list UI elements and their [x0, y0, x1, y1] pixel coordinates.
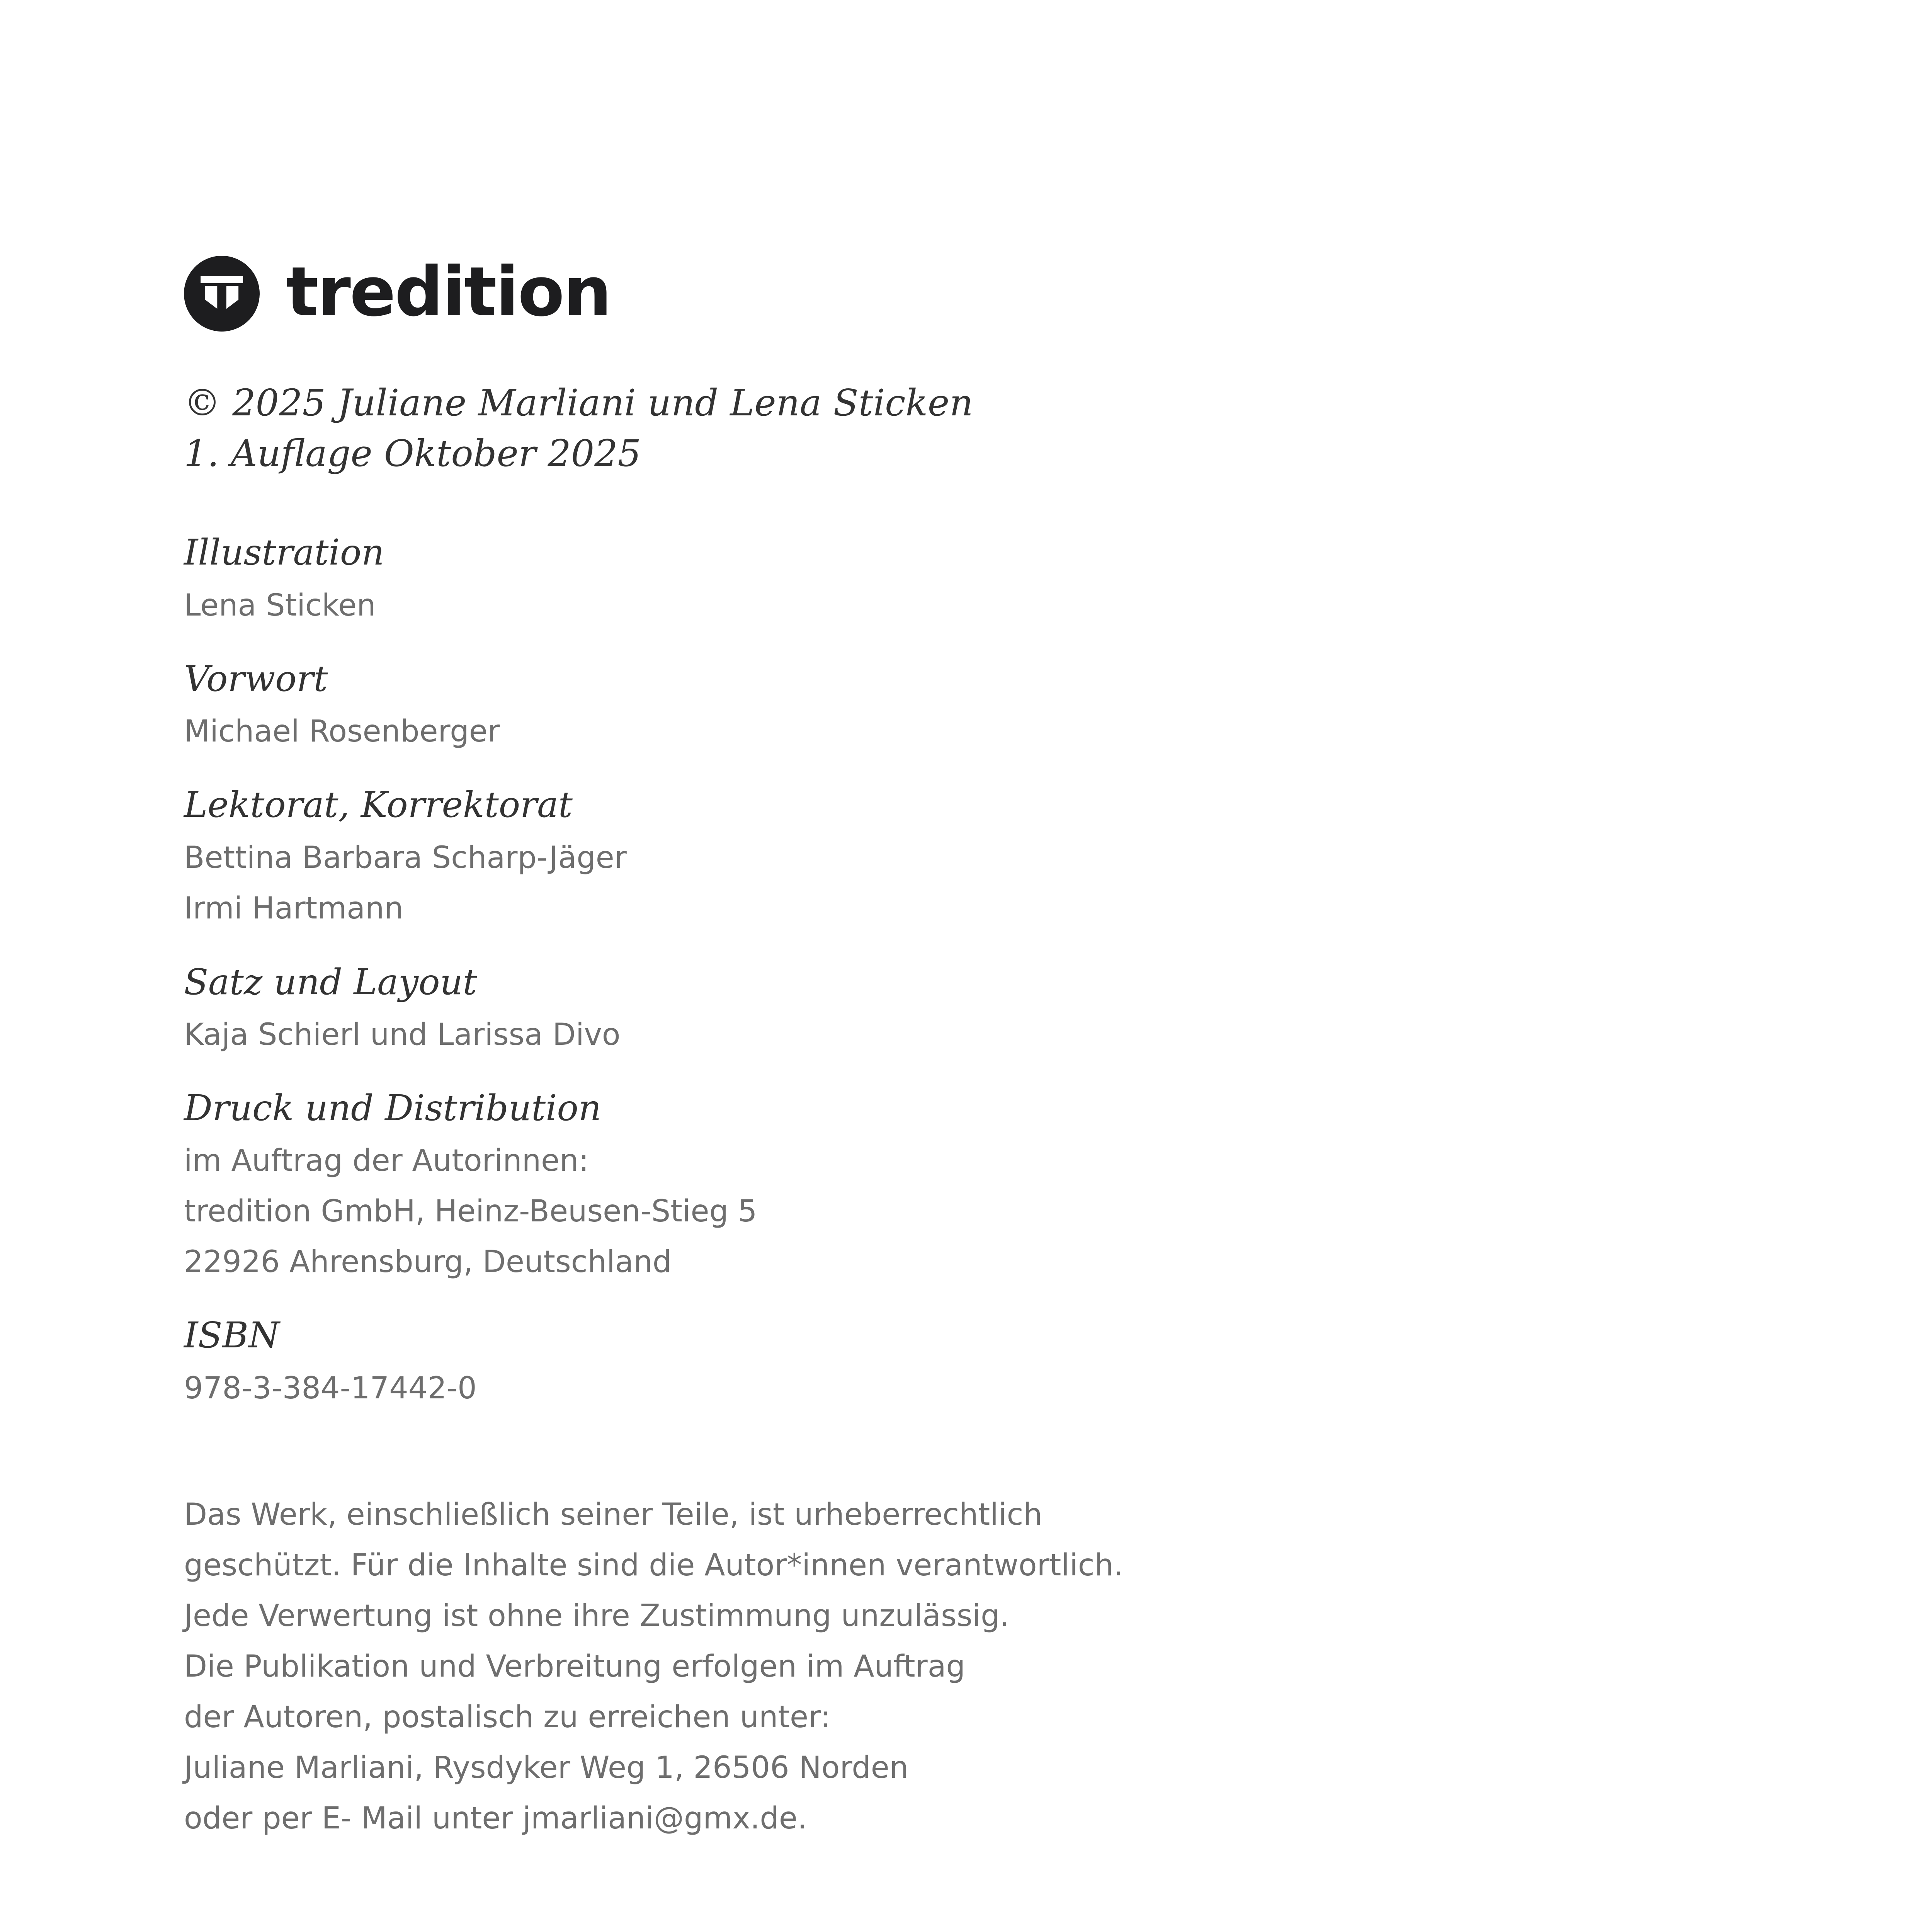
legal-line: Die Publikation und Verbreitung erfolgen im Auftrag — [184, 1649, 966, 1684]
credit-heading-isbn: ISBN — [184, 1315, 280, 1356]
credit-value-foreword — [184, 706, 500, 757]
tredition-logo-icon — [184, 256, 260, 332]
credit-line: Michael Rosenberger — [184, 714, 500, 749]
legal-line: oder per E- Mail unter jmarliani@gmx.de. — [184, 1801, 807, 1836]
credit-line: Kaja Schierl und Larissa Divo — [184, 1017, 621, 1052]
copyright-line: © 2025 Juliane Marliani und Lena Sticken — [184, 382, 973, 424]
credit-line: tredition GmbH, Heinz-Beusen-Stieg 5 — [184, 1194, 757, 1229]
credit-heading-print: Druck und Distribution — [184, 1087, 602, 1129]
credit-heading-layout: Satz und Layout — [184, 961, 477, 1003]
credit-heading-illustration: Illustration — [184, 532, 384, 573]
legal-line: Juliane Marliani, Rysdyker Weg 1, 26506 Norden — [184, 1750, 909, 1785]
publisher-name: tredition — [286, 252, 611, 332]
credit-line: Lena Sticken — [184, 588, 376, 623]
legal-line: Jede Verwertung ist ohne ihre Zustimmung unzulässig. — [184, 1599, 1010, 1633]
credit-value-illustration — [184, 580, 376, 631]
legal-line: der Autoren, postalisch zu erreichen unter: — [184, 1700, 831, 1735]
credit-value-print — [184, 1136, 757, 1287]
credit-line: 22926 Ahrensburg, Deutschland — [184, 1245, 672, 1279]
legal-line: geschützt. Für die Inhalte sind die Autor*innen verantwortlich. — [184, 1548, 1123, 1583]
credit-value-layout — [184, 1010, 621, 1060]
legal-line: Das Werk, einschließlich seiner Teile, ist urheberrechtlich — [184, 1497, 1043, 1532]
credit-line: im Auftrag der Autorinnen: — [184, 1143, 589, 1178]
credit-line: Bettina Barbara Scharp-Jäger — [184, 840, 627, 875]
publisher-logo — [184, 252, 611, 332]
copyright-block — [184, 378, 973, 479]
edition-line: 1. Auflage Oktober 2025 — [184, 432, 641, 475]
isbn-value — [184, 1363, 477, 1414]
credit-heading-editing: Lektorat, Korrektorat — [184, 784, 573, 825]
credit-value-editing — [184, 833, 627, 934]
legal-notice — [184, 1490, 1123, 1844]
credit-heading-foreword: Vorwort — [184, 658, 328, 699]
credit-line: 978-3-384-17442-0 — [184, 1371, 477, 1406]
credit-line: Irmi Hartmann — [184, 891, 403, 926]
